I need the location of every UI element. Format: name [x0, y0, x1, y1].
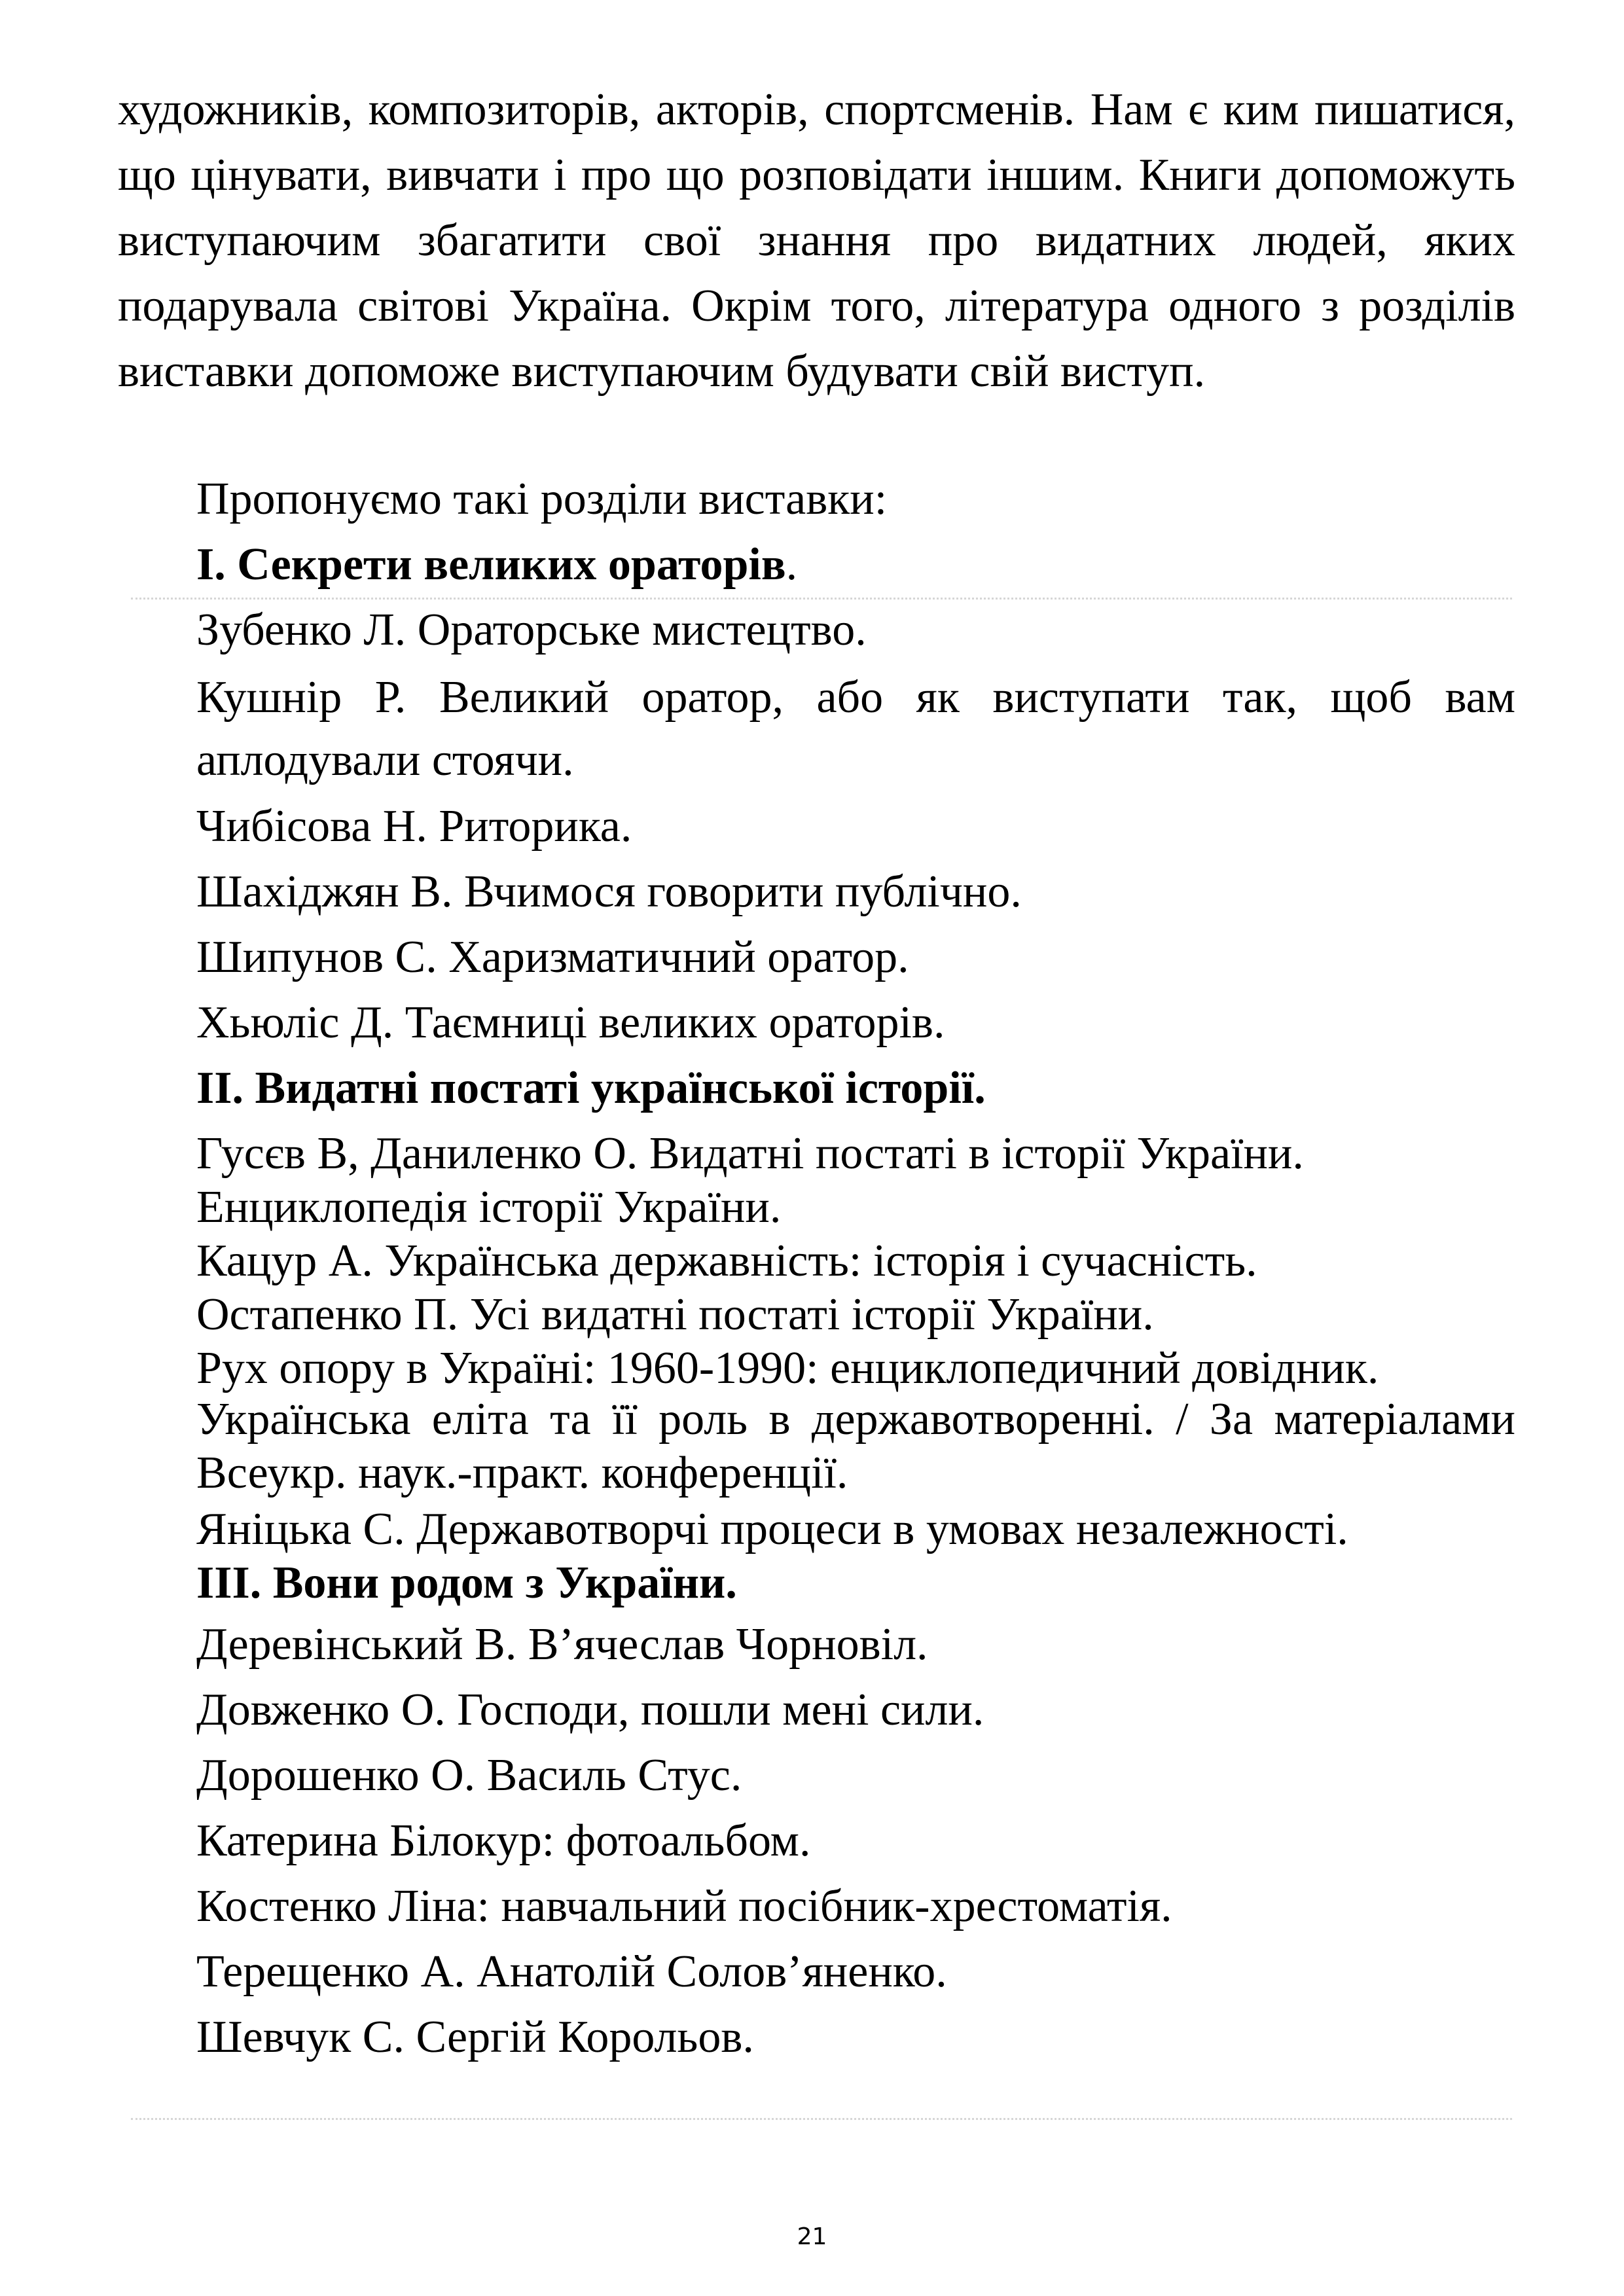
section-heading-3: ІІІ. Вони родом з України. [196, 1558, 737, 1608]
book-item: Терещенко А. Анатолій Солов’яненко. [196, 1946, 947, 1997]
book-item: Шевчук С. Сергій Корольов. [196, 2012, 754, 2062]
book-item: Остапенко П. Усі видатні постаті історії України. [196, 1289, 1154, 1340]
book-item: Костенко Ліна: навчальний посібник-хрестоматія. [196, 1881, 1172, 1931]
dotted-separator-top [131, 598, 1512, 600]
dotted-separator-bottom [131, 2118, 1512, 2120]
book-item: Деревінський В. В’ячеслав Чорновіл. [196, 1619, 928, 1670]
book-item: Кушнір Р. Великий оратор, або як виступати так, щоб вам аплодували стоячи. [196, 672, 1515, 785]
book-item: Енциклопедія історії України. [196, 1182, 782, 1232]
section-heading-1-text: І. Секрети великих ораторів [196, 539, 786, 590]
book-item: Шахіджян В. Вчимося говорити публічно. [196, 867, 1022, 917]
section-heading-2: ІІ. Видатні постаті української історії. [196, 1063, 986, 1113]
book-item: Дорошенко О. Василь Стус. [196, 1750, 742, 1801]
book-item: Чибісова Н. Риторика. [196, 801, 632, 852]
book-item: Гусєв В, Даниленко О. Видатні постаті в історії України. [196, 1128, 1304, 1179]
section-heading-1 [196, 535, 1515, 594]
book-item: Довженко О. Господи, пошли мені сили. [196, 1685, 984, 1735]
book-item: Катерина Білокур: фотоальбом. [196, 1816, 811, 1866]
book-item: Хьюліс Д. Таємниці великих ораторів. [196, 997, 945, 1048]
book-item: Яніцька С. Державотворчі процеси в умовах незалежності. [196, 1504, 1348, 1554]
book-item: Українська еліта та її роль в державотворенні. / За матеріалами Всеукр. наук.-практ. конференції. [196, 1394, 1515, 1498]
intro-paragraph: художників, композиторів, акторів, спортсменів. Нам є ким пишатися, що цінувати, вивчати і про що розповідати іншим. Книги допоможуть виступаючим збагатити свої знання про видатних людей, яких подарувала світові Україна. Окрім того, література одного з розділів виставки допоможе виступаючим будувати свій виступ. [118, 84, 1515, 397]
book-item: Рух опору в Україні: 1960-1990: енциклопедичний довідник. [196, 1343, 1379, 1393]
page-number: 21 [797, 2223, 827, 2250]
book-item: Шипунов С. Харизматичний оратор. [196, 932, 909, 982]
book-item: Кацур А. Українська державність: історія і сучасність. [196, 1236, 1257, 1286]
sections-intro: Пропонуємо такі розділи виставки: [196, 474, 888, 524]
section-heading-1-suffix: . [785, 539, 798, 590]
book-item: Зубенко Л. Ораторське мистецтво. [196, 605, 867, 655]
